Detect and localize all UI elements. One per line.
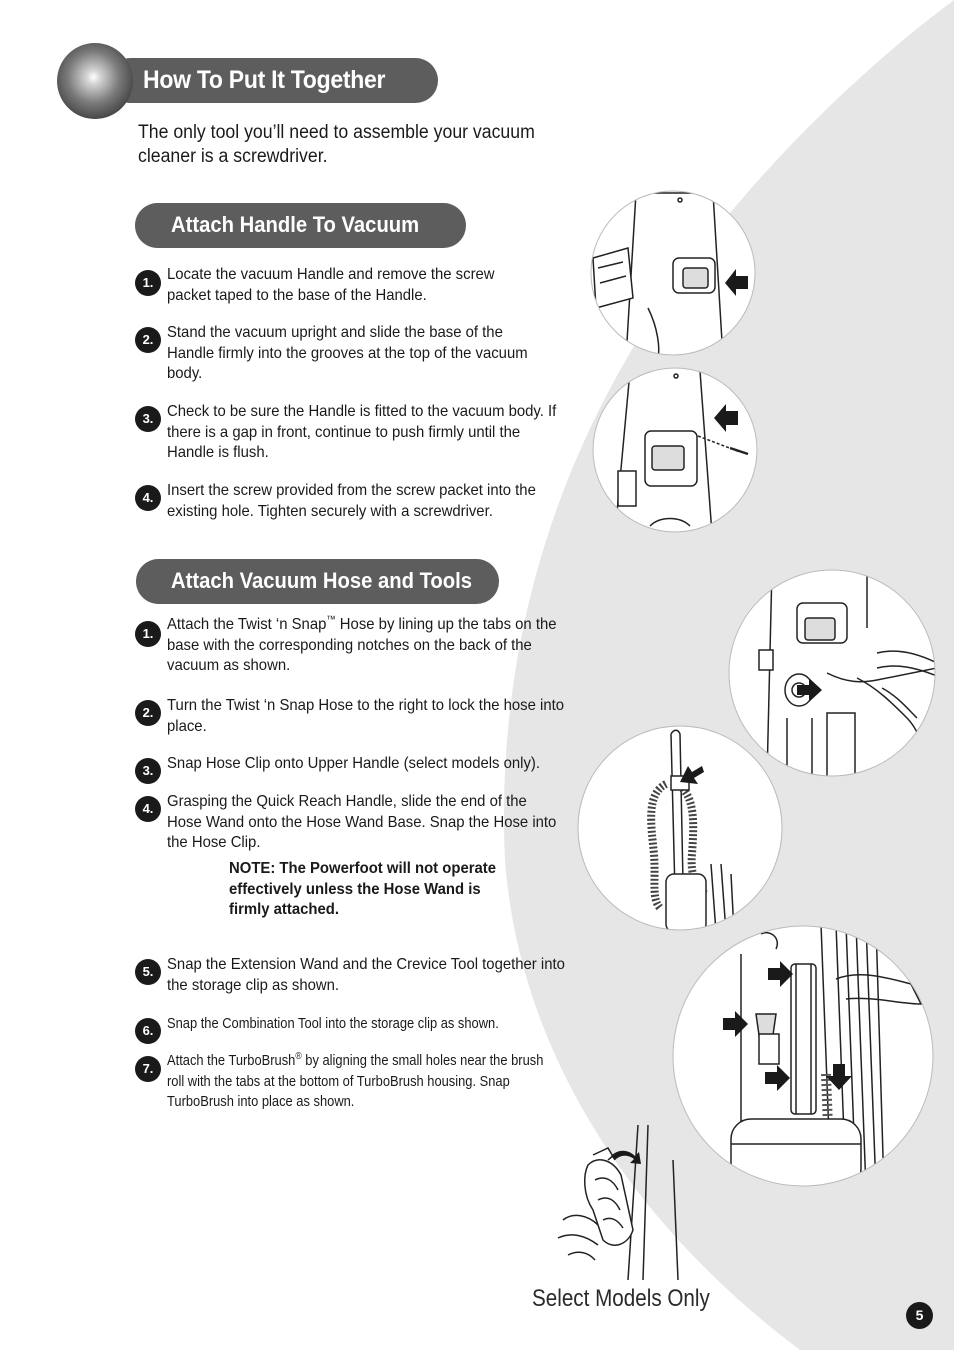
step-text: Stand the vacuum upright and slide the base of the Handle firmly into the grooves at the top of the vacuum body. [167,324,528,382]
illustration-hose-clip [576,724,784,932]
step-badge: 3. [135,406,161,432]
step-text: Grasping the Quick Reach Handle, slide the end of the Hose Wand onto the Hose Wand Base. Snap the Hose into the Hose Clip. [167,793,557,851]
step-badge: 7. [135,1056,161,1082]
step-badge: 4. [135,796,161,822]
section-heading-handle: Attach Handle To Vacuum [171,212,420,237]
step-badge: 2. [135,700,161,726]
step-badge: 3. [135,758,161,784]
page-title: How To Put It Together [143,66,386,94]
illustration-turbobrush [553,1120,703,1285]
section-heading-hose: Attach Vacuum Hose and Tools [171,568,473,593]
title-sphere-icon [57,43,133,119]
step-text: Check to be sure the Handle is fitted to the vacuum body. If there is a gap in front, continue to push firmly until the Handle is flush. [167,403,557,461]
step-badge: 1. [135,621,161,647]
step-badge: 6. [135,1018,161,1044]
step-text: Attach the Twist ‘n Snap™ Hose by lining up the tabs on the base with the corresponding notches on the back of the vacuum as shown. [167,614,557,674]
step-text: Snap the Combination Tool into the storage clip as shown. [167,1015,499,1032]
illustration-tool-storage [671,924,936,1189]
step-badge: 2. [135,327,161,353]
step-text: Snap the Extension Wand and the Crevice Tool together into the storage clip as shown. [167,956,565,994]
intro-text: The only tool you’ll need to assemble your vacuum cleaner is a screwdriver. [138,122,535,167]
step-text: Snap Hose Clip onto Upper Handle (select models only). [167,755,541,772]
illustration-handle-slide [588,188,758,358]
select-models-caption: Select Models Only [532,1285,710,1312]
step-badge: 5. [135,959,161,985]
step-text: Turn the Twist ‘n Snap Hose to the right to lock the hose into place. [167,697,565,735]
step-text: Insert the screw provided from the screw packet into the existing hole. Tighten securely with a screwdriver. [167,482,536,520]
page-number-badge: 5 [906,1302,933,1329]
powerfoot-note: NOTE: The Powerfoot will not operate effectively unless the Hose Wand is firmly attached. [229,860,497,918]
step-text: Locate the vacuum Handle and remove the screw packet taped to the base of the Handle. [167,266,495,304]
illustration-insert-screw [590,366,760,534]
step-badge: 1. [135,270,161,296]
step-text: Attach the TurboBrush® by aligning the small holes near the brush roll with the tabs at the bottom of TurboBrush housing. Snap TurboBrush into place as shown. [167,1051,544,1110]
step-badge: 4. [135,485,161,511]
